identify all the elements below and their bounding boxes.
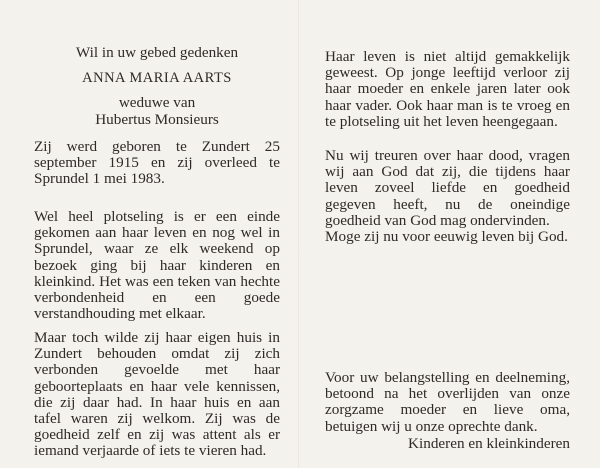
right-paragraph-2: Nu wij treuren over haar dood, vragen wij aan God dat zij, die tijdens haar leven zoveel liefde en goedheid gegeven heeft, nu de oneindige goedheid van God mag ondervinden. bbox=[325, 147, 570, 229]
birth-death-text: Zij werd geboren te Zundert 25 september 1915 en zij overleed te Sprundel 1 mei 1983. bbox=[34, 138, 280, 188]
relation-line: weduwe van bbox=[118, 94, 196, 111]
left-paragraph-1: Wel heel plotseling is er een einde gekomen aan haar leven en nog wel in Sprundel, waar ze elk weekend op bezoek ging bij haar kinderen en kleinkind. Het was een teken van hechte verbondenheid en een goede verstandhouding met elkaar. bbox=[34, 208, 280, 323]
left-page bbox=[34, 0, 280, 468]
right-page bbox=[325, 0, 570, 468]
left-paragraph-2: Maar toch wilde zij haar eigen huis in Zundert behouden omdat zij zich verbonden gevoelde met haar geboorteplaats en haar vele kennissen, die zij daar had. In haar huis en aan tafel waren zij welkom. Zij was de goedheid zelf en zij was attent als er iemand verjaarde of iets te vieren had. bbox=[34, 329, 280, 460]
deceased-name: ANNA MARIA AARTS bbox=[82, 70, 232, 86]
signature: Kinderen en kleinkinderen bbox=[408, 435, 570, 452]
fold-line bbox=[298, 0, 300, 468]
intro-line: Wil in uw gebed gedenken bbox=[75, 44, 239, 61]
prayer-line: Moge zij nu voor eeuwig leven bij God. bbox=[325, 228, 568, 245]
thanks-text: Voor uw belangstelling en deelneming, betoond na het overlijden van onze zorgzame moeder en lieve oma, betuigen wij u onze oprechte dank. bbox=[325, 369, 570, 435]
spouse-name: Hubertus Monsieurs bbox=[95, 111, 219, 128]
right-paragraph-1: Haar leven is niet altijd gemakkelijk geweest. Op jonge leeftijd verloor zij haar moeder en enkele jaren later ook haar vader. Ook haar man is te vroeg en te plotseling uit het leven heengegaan. bbox=[325, 48, 570, 130]
